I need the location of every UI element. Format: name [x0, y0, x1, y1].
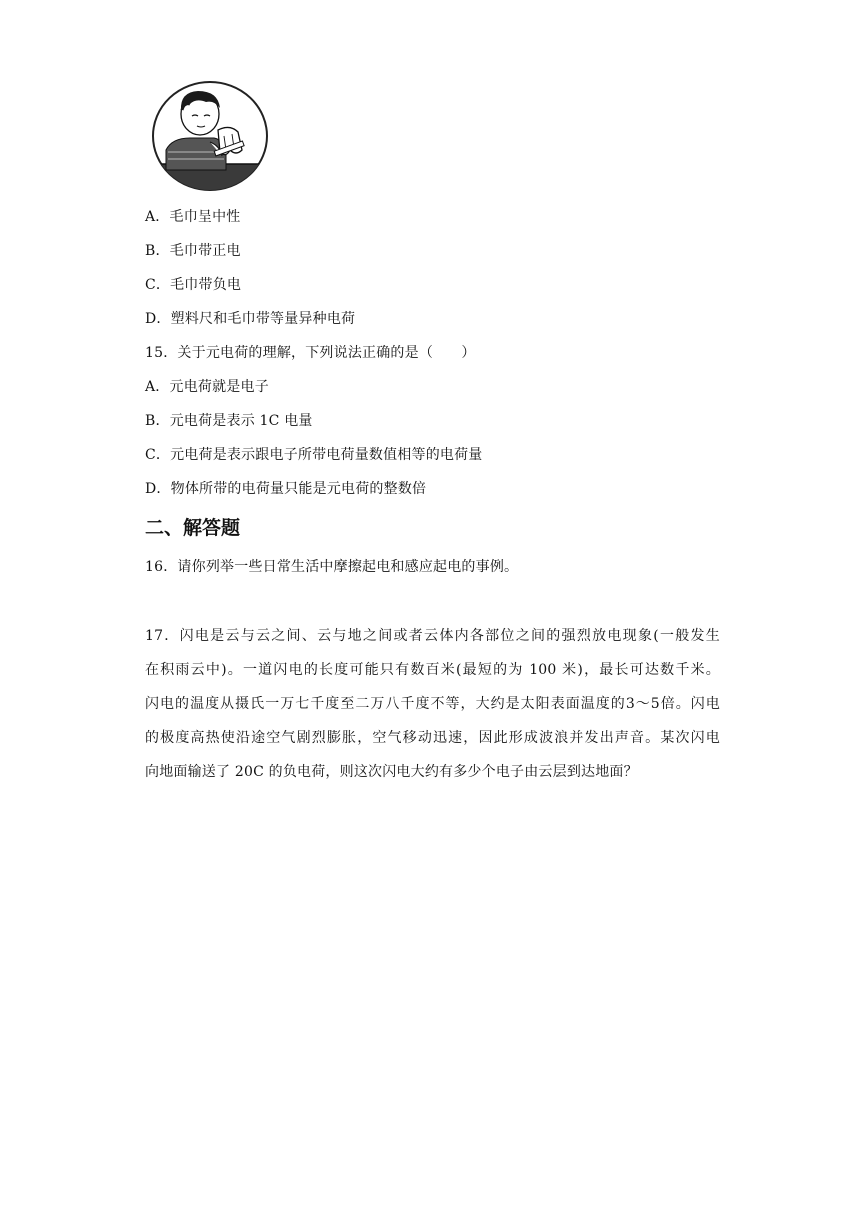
q14-option-a: A．毛巾呈中性	[145, 209, 241, 225]
q16-text: 16．请你列举一些日常生活中摩擦起电和感应起电的事例。	[145, 559, 519, 575]
q15-stem: 15．关于元电荷的理解，下列说法正确的是（ ）	[145, 345, 476, 361]
q17-line: 17．闪电是云与云之间、云与地之间或者云体内各部位之间的强烈放电现象(一般发生	[145, 628, 720, 644]
section-heading: 二、解答题	[145, 517, 241, 539]
q17-line: 闪电的温度从摄氏一万七千度至二万八千度不等，大约是太阳表面温度的3～5倍。闪电	[145, 696, 720, 712]
q17-paragraph	[145, 625, 720, 795]
q15-option-c: C．元电荷是表示跟电子所带电荷量数值相等的电荷量	[145, 447, 483, 463]
q15-option-a: A．元电荷就是电子	[145, 379, 269, 395]
q14-option-b: B．毛巾带正电	[145, 243, 241, 259]
boy-rubbing-ruler-illustration	[150, 80, 270, 192]
q15-option-b: B．元电荷是表示 1C 电量	[145, 413, 313, 429]
q17-line: 向地面输送了 20C 的负电荷，则这次闪电大约有多少个电子由云层到达地面？	[145, 764, 638, 780]
q15-option-d: D．物体所带的电荷量只能是元电荷的整数倍	[145, 481, 427, 497]
q14-option-d: D．塑料尺和毛巾带等量异种电荷	[145, 311, 356, 327]
q17-line: 在积雨云中)。一道闪电的长度可能只有数百米(最短的为 100 米)，最长可达数千米。	[145, 662, 720, 678]
q17-line: 的极度高热使沿途空气剧烈膨胀，空气移动迅速，因此形成波浪并发出声音。某次闪电	[145, 730, 720, 746]
q14-option-c: C．毛巾带负电	[145, 277, 242, 293]
